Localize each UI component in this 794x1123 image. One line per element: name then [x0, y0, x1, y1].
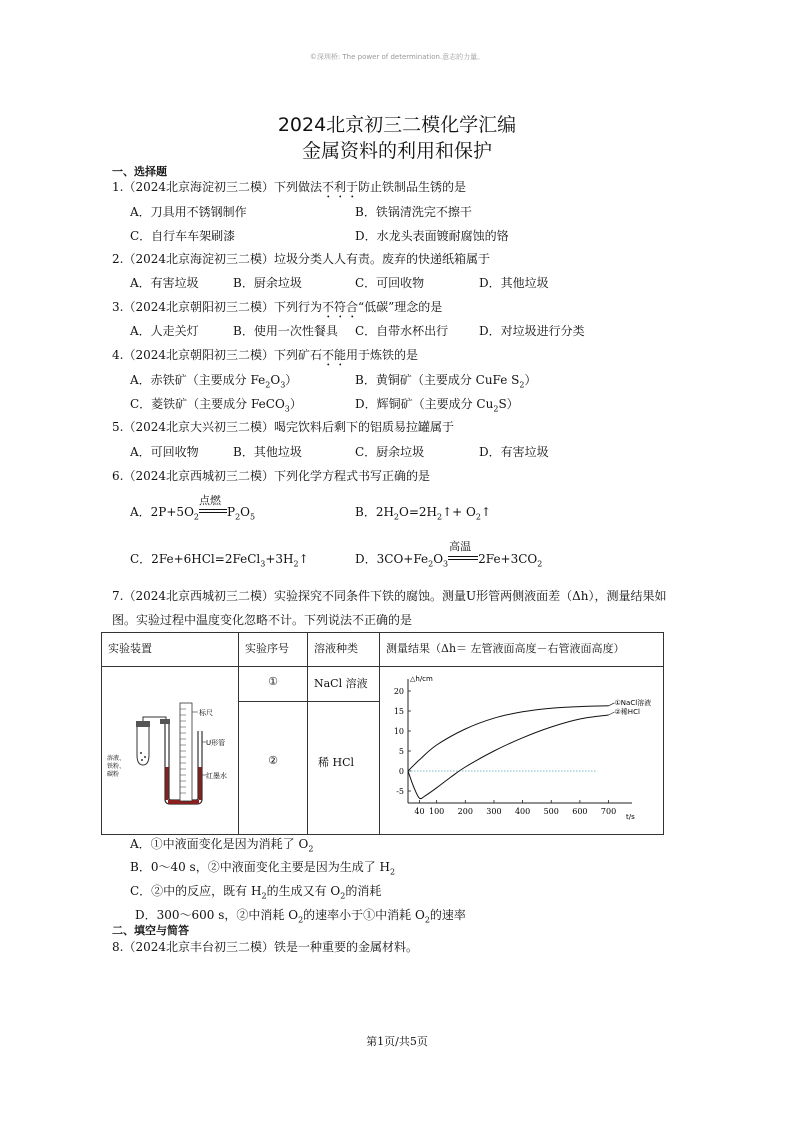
question-5: 5.（2024北京大兴初三二模）喝完饮料后剩下的铝质易拉罐属于: [112, 420, 454, 434]
reaction-arrow: [199, 493, 227, 519]
y-tick-label: 10: [393, 727, 404, 736]
row1-solution: NaCl 溶液: [308, 667, 380, 702]
series-line-2: [408, 715, 609, 799]
th-result: 测量结果（Δh＝ 左管液面高度－右管液面高度）: [380, 633, 664, 667]
q7-option-b: B．0～40 s，②中液面变化主要是因为生成了 $H_2$: [130, 860, 396, 877]
y-tick-label: 5: [398, 747, 404, 756]
doc-title: 2024北京初三二模化学汇编: [277, 114, 517, 136]
series-line-1: [408, 706, 609, 771]
result-chart-cell: [380, 667, 664, 835]
q4-option-c: C．菱铁矿（主要成分 FeCO$_3$）: [130, 397, 302, 414]
th-solution: 溶液种类: [308, 633, 380, 667]
q7-option-c: C．②中的反应，既有 $H_2$的生成又有 $O_2$的消耗: [130, 884, 382, 901]
x-tick-label: 100: [429, 807, 445, 816]
q5-option-b: B．其他垃圾: [233, 445, 302, 459]
section-fill: 二、填空与简答: [112, 924, 189, 937]
result-chart: [380, 667, 657, 831]
page-footer: 第1页/共5页: [366, 1035, 428, 1048]
q3-option-c: C．自带水杯出行: [355, 324, 449, 338]
q7-option-d: D．300～600 s，②中消耗 $O_2$的速率小于①中消耗 $O_2$的速率: [135, 908, 466, 925]
x-tick-label: 500: [543, 807, 559, 816]
iron-powder: [141, 759, 143, 761]
test-tube: [137, 725, 149, 765]
q6-option-a: A．$2P+5O_2$ 点燃 $P_2O_5$: [130, 493, 256, 522]
q2-option-a: A．有害垃圾: [130, 276, 199, 290]
y-tick-label: -5: [396, 787, 404, 796]
y-axis-label: △h/cm: [410, 675, 433, 683]
x-tick-label: 200: [457, 807, 473, 816]
q5-option-d: D．有害垃圾: [479, 445, 549, 459]
q4-option-d: D．辉铜矿（主要成分 $Cu_2S$）: [355, 397, 519, 414]
question-2: 2.（2024北京海淀初三二模）垃圾分类人人有责。废弃的快递纸箱属于: [112, 252, 490, 266]
label-ruler: 标尺: [199, 709, 213, 717]
q3-option-a: A．人走关灯: [130, 324, 199, 338]
apparatus-cell: [102, 667, 239, 835]
q1-option-c: C．自行车车架刷漆: [130, 229, 236, 243]
th-apparatus: 实验装置: [102, 633, 239, 667]
row2-number: ②: [239, 701, 308, 834]
x-tick-label: 700: [600, 807, 617, 816]
label-red-ink: 红墨水: [206, 772, 227, 780]
series-label-1: ①NaCl溶液: [614, 698, 652, 707]
question-1: 1.（2024北京海淀初三二模）下列做法不利于防止铁制品生锈的是: [112, 180, 467, 194]
q4-option-a: A．赤铁矿（主要成分 $Fe_2O_3$）: [130, 373, 298, 390]
experiment-table: [101, 632, 664, 835]
q2-option-c: C．可回收物: [355, 276, 425, 290]
section-choice: 一、选择题: [112, 165, 167, 178]
stopper-right: [160, 719, 170, 724]
q3-option-d: D．对垃圾进行分类: [479, 324, 585, 338]
q6-option-d: D．$3CO+Fe_2O_3$ 高温 $2Fe+3CO_2$: [355, 539, 543, 569]
q3-option-b: B．使用一次性餐具: [233, 324, 338, 338]
x-tick-label: 600: [572, 807, 588, 816]
q4-option-b: B．黄铜矿（主要成分 CuFe $S_2$）: [355, 373, 537, 390]
label-u-tube: U形管: [206, 739, 226, 747]
q7-option-a: A．①中液面变化是因为消耗了 $O_2$: [130, 837, 314, 854]
x-tick-label: 40: [414, 807, 425, 816]
x-tick-label: 300: [486, 807, 502, 816]
condition-high-temp: 高温: [449, 539, 472, 553]
series-label-2: ②稀HCl: [614, 708, 640, 716]
red-ink-right: [199, 767, 202, 800]
q5-option-a: A．可回收物: [130, 445, 199, 459]
label-solution: 溶液、: [107, 755, 126, 762]
q1-option-b: B．铁锅清洗完不擦干: [355, 205, 472, 219]
y-tick-label: 20: [393, 687, 404, 696]
q6-option-b: B．$2H_2O=2H_2↑+$ $O_2↑$: [355, 505, 492, 522]
y-tick-label: 15: [393, 707, 404, 716]
iron-powder: [140, 752, 142, 754]
reaction-arrow: [448, 539, 478, 566]
question-4: 4.（2024北京朝阳初三二模）下列矿石不能用于炼铁的是: [112, 348, 419, 362]
question-7-line2: 图。实验过程中温度变化忽略不计。下列说法不正确的是: [112, 613, 413, 627]
q1-option-a: A．刀具用不锈钢制作: [130, 205, 247, 219]
row2-solution: 稀 HCl: [308, 701, 380, 834]
q2-option-b: B．厨余垃圾: [233, 276, 302, 290]
doc-subtitle: 金属资料的利用和保护: [301, 140, 492, 162]
label-carbon: 碳粉: [107, 771, 120, 778]
q5-option-c: C．厨余垃圾: [355, 445, 425, 459]
iron-powder: [144, 756, 146, 758]
question-6: 6.（2024北京西城初三二模）下列化学方程式书写正确的是: [112, 469, 430, 483]
label-iron: 铁粉、: [107, 763, 126, 770]
apparatus-diagram: [102, 667, 232, 831]
question-8: 8.（2024北京丰台初三二模）铁是一种重要的金属材料。: [112, 940, 418, 954]
red-ink-left: [166, 767, 169, 800]
question-7-line1: 7.（2024北京西城初三二模）实验探究不同条件下铁的腐蚀。测量U形管两侧液面差（Δh），测量结果如: [112, 589, 667, 603]
x-axis-label: t/s: [626, 813, 635, 821]
th-number: 实验序号: [239, 633, 308, 667]
q6-option-c: C．$2Fe+6HCl=2FeCl_3+3H_2↑$: [130, 552, 309, 569]
x-tick-label: 400: [514, 807, 531, 816]
q1-option-d: D．水龙头表面镀耐腐蚀的铬: [355, 229, 509, 243]
y-tick-label: 0: [398, 767, 404, 776]
q2-option-d: D．其他垃圾: [479, 276, 549, 290]
condition-ignite: 点燃: [199, 493, 221, 507]
watermark: ©深圳桥: The power of determination.意志的力量。: [309, 53, 485, 61]
question-3: 3.（2024北京朝阳初三二模）下列行为不符合“低碳”理念的是: [112, 300, 443, 314]
ruler: [180, 703, 192, 801]
stopper-left: [136, 721, 150, 727]
row1-number: ①: [239, 667, 308, 702]
